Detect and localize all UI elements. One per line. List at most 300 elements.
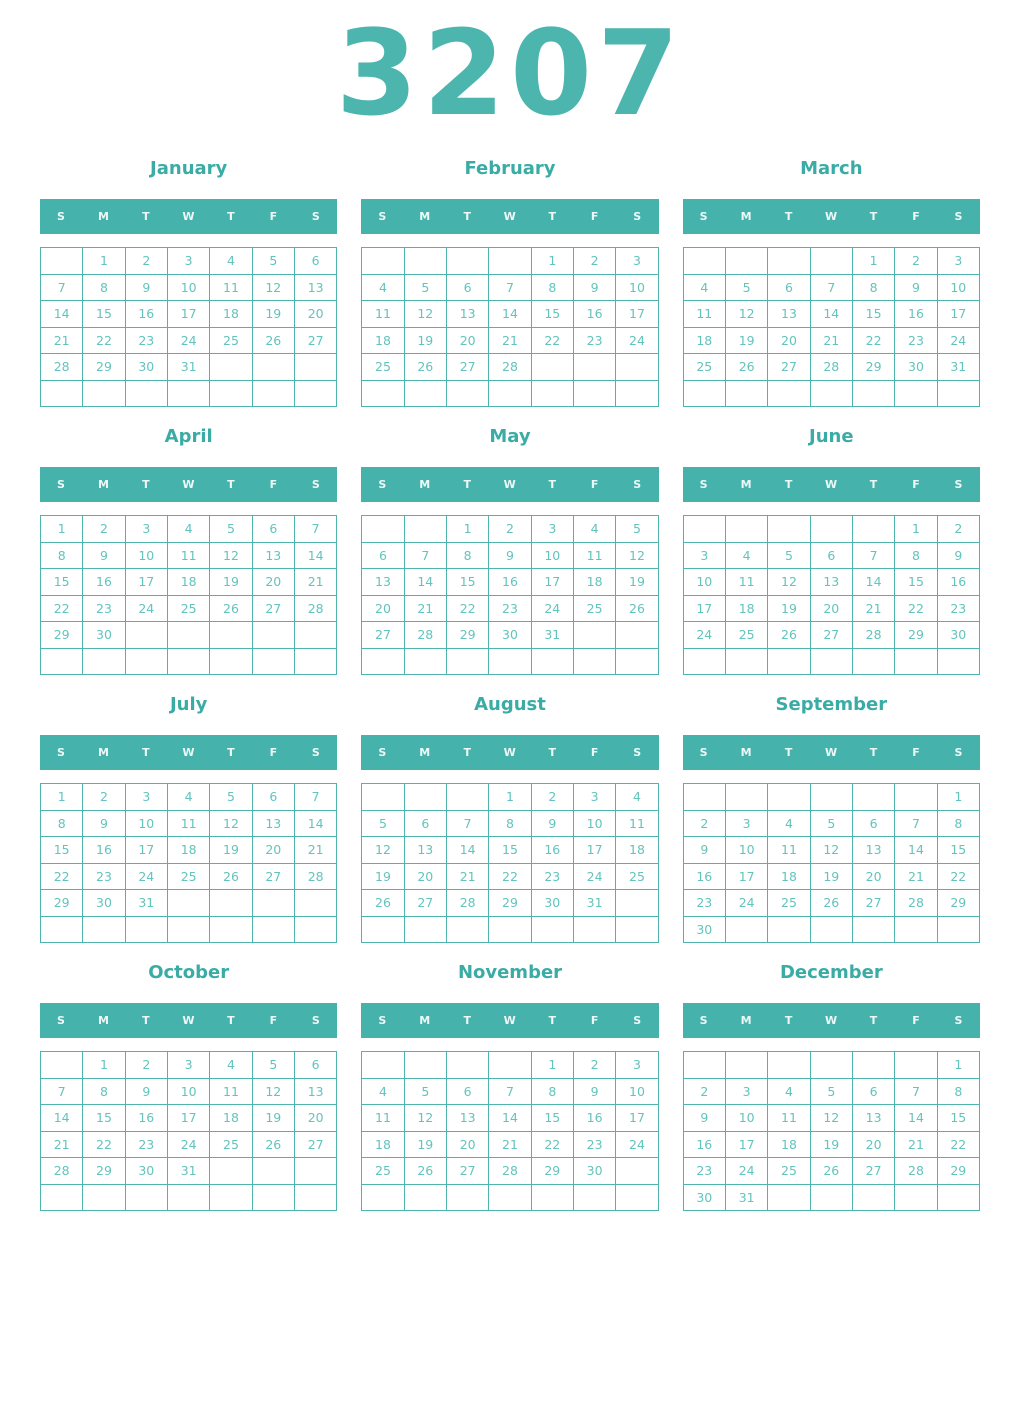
day-cell: 17 (725, 1131, 767, 1158)
empty-day-cell (41, 916, 83, 943)
empty-day-cell (404, 1184, 446, 1211)
day-cell: 2 (125, 1052, 167, 1079)
day-cell: 13 (852, 1105, 894, 1132)
day-cell: 29 (489, 890, 531, 917)
empty-day-cell (616, 648, 658, 675)
empty-day-cell (41, 1184, 83, 1211)
empty-day-cell (294, 380, 336, 407)
calendar-week-row (362, 863, 658, 890)
day-cell: 16 (573, 1105, 615, 1132)
empty-day-cell (852, 916, 894, 943)
empty-day-cell (573, 648, 615, 675)
calendar-week-row (41, 1052, 337, 1079)
empty-day-cell (362, 1184, 404, 1211)
calendar-week-row (41, 516, 337, 543)
day-cell: 18 (210, 301, 252, 328)
day-cell: 25 (683, 354, 725, 381)
empty-day-cell (252, 1158, 294, 1185)
calendar-week-row (362, 1184, 658, 1211)
calendar-week-row (362, 1078, 658, 1105)
day-cell: 10 (167, 1078, 209, 1105)
empty-day-cell (852, 380, 894, 407)
day-cell: 1 (489, 784, 531, 811)
day-cell: 22 (531, 1131, 573, 1158)
day-cell: 24 (616, 327, 658, 354)
day-cell: 3 (616, 1052, 658, 1079)
day-cell: 19 (252, 1105, 294, 1132)
calendar-week-row (41, 1158, 337, 1185)
day-cell: 12 (252, 1078, 294, 1105)
weekday-label: M (97, 210, 110, 223)
calendar-grid (683, 247, 980, 407)
day-cell: 5 (252, 1052, 294, 1079)
day-cell: 3 (725, 810, 767, 837)
day-cell: 24 (937, 327, 979, 354)
day-cell: 5 (768, 542, 810, 569)
day-cell: 18 (768, 1131, 810, 1158)
day-cell: 3 (725, 1078, 767, 1105)
day-cell: 11 (167, 542, 209, 569)
weekday-label: S (311, 1014, 321, 1027)
day-cell: 27 (852, 890, 894, 917)
day-cell: 1 (41, 784, 83, 811)
day-cell: 14 (404, 569, 446, 596)
day-cell: 31 (167, 354, 209, 381)
day-cell: 7 (895, 810, 937, 837)
day-cell: 4 (167, 516, 209, 543)
day-cell: 6 (294, 1052, 336, 1079)
day-cell: 31 (573, 890, 615, 917)
day-cell: 10 (937, 274, 979, 301)
day-cell: 25 (167, 863, 209, 890)
day-cell: 18 (573, 569, 615, 596)
day-cell: 24 (725, 890, 767, 917)
day-cell: 29 (531, 1158, 573, 1185)
empty-day-cell (616, 380, 658, 407)
weekday-header (40, 735, 337, 770)
empty-day-cell (83, 380, 125, 407)
day-cell: 4 (725, 542, 767, 569)
weekday-label: S (954, 1014, 963, 1027)
empty-day-cell (167, 648, 209, 675)
day-cell: 27 (446, 354, 488, 381)
day-cell: 3 (167, 248, 209, 275)
calendar-week-row (362, 327, 658, 354)
empty-day-cell (210, 916, 252, 943)
day-cell: 26 (616, 595, 658, 622)
day-cell: 28 (895, 1158, 937, 1185)
day-cell: 14 (489, 301, 531, 328)
day-cell: 1 (446, 516, 488, 543)
day-cell: 11 (362, 301, 404, 328)
day-cell: 13 (810, 569, 852, 596)
weekday-label: T (227, 746, 236, 759)
empty-day-cell (937, 1184, 979, 1211)
day-cell: 19 (810, 1131, 852, 1158)
month-block (683, 694, 980, 943)
empty-day-cell (616, 890, 658, 917)
day-cell: 6 (252, 784, 294, 811)
day-cell: 20 (446, 327, 488, 354)
day-cell: 7 (41, 1078, 83, 1105)
calendar-week-row (683, 1131, 979, 1158)
day-cell: 7 (489, 1078, 531, 1105)
day-cell: 9 (531, 810, 573, 837)
weekday-label: F (590, 746, 599, 759)
calendar-grid (361, 515, 658, 675)
day-cell: 16 (683, 863, 725, 890)
day-cell: 8 (852, 274, 894, 301)
day-cell: 12 (810, 837, 852, 864)
empty-day-cell (768, 380, 810, 407)
day-cell: 23 (489, 595, 531, 622)
day-cell: 2 (83, 784, 125, 811)
day-cell: 1 (937, 1052, 979, 1079)
weekday-label: S (378, 478, 387, 491)
calendar-grid (683, 515, 980, 675)
weekday-header (361, 467, 658, 502)
day-cell: 4 (768, 1078, 810, 1105)
calendar-week-row (362, 248, 658, 275)
calendar-week-row (683, 916, 979, 943)
day-cell: 22 (895, 595, 937, 622)
calendar-grid (40, 783, 337, 943)
weekday-label: S (954, 210, 963, 223)
empty-day-cell (768, 1052, 810, 1079)
day-cell: 28 (852, 622, 894, 649)
weekday-header (361, 199, 658, 234)
weekday-header (683, 735, 980, 770)
day-cell: 5 (810, 1078, 852, 1105)
empty-day-cell (616, 354, 658, 381)
weekday-label: W (825, 210, 838, 223)
day-cell: 20 (768, 327, 810, 354)
day-cell: 11 (768, 837, 810, 864)
empty-day-cell (125, 916, 167, 943)
day-cell: 5 (810, 810, 852, 837)
day-cell: 15 (937, 837, 979, 864)
day-cell: 12 (768, 569, 810, 596)
day-cell: 29 (83, 1158, 125, 1185)
day-cell: 15 (83, 1105, 125, 1132)
day-cell: 30 (125, 354, 167, 381)
calendar-week-row (41, 595, 337, 622)
calendar-week-row (41, 301, 337, 328)
day-cell: 15 (895, 569, 937, 596)
day-cell: 22 (531, 327, 573, 354)
calendar-week-row (41, 354, 337, 381)
day-cell: 23 (573, 327, 615, 354)
day-cell: 11 (616, 810, 658, 837)
empty-day-cell (404, 516, 446, 543)
empty-day-cell (895, 916, 937, 943)
day-cell: 6 (404, 810, 446, 837)
day-cell: 10 (573, 810, 615, 837)
empty-day-cell (725, 248, 767, 275)
empty-day-cell (210, 648, 252, 675)
day-cell: 7 (852, 542, 894, 569)
empty-day-cell (252, 890, 294, 917)
day-cell: 3 (125, 516, 167, 543)
weekday-label: T (227, 1014, 236, 1027)
empty-day-cell (167, 380, 209, 407)
day-cell: 3 (573, 784, 615, 811)
calendar-week-row (41, 542, 337, 569)
day-cell: 12 (404, 1105, 446, 1132)
day-cell: 17 (125, 837, 167, 864)
weekday-label: W (825, 746, 838, 759)
weekday-label: W (503, 210, 517, 223)
calendar-week-row (683, 516, 979, 543)
day-cell: 11 (167, 810, 209, 837)
calendar-week-row (41, 890, 337, 917)
empty-day-cell (252, 622, 294, 649)
day-cell: 17 (937, 301, 979, 328)
weekday-label: F (912, 1014, 921, 1027)
day-cell: 19 (768, 595, 810, 622)
calendar-week-row (683, 301, 979, 328)
day-cell: 21 (41, 1131, 83, 1158)
empty-day-cell (167, 916, 209, 943)
weekday-label: F (912, 746, 921, 759)
day-cell: 11 (683, 301, 725, 328)
day-cell: 26 (210, 863, 252, 890)
empty-day-cell (768, 516, 810, 543)
day-cell: 20 (294, 301, 336, 328)
day-cell: 11 (725, 569, 767, 596)
calendar-week-row (362, 1105, 658, 1132)
day-cell: 10 (725, 1105, 767, 1132)
day-cell: 21 (41, 327, 83, 354)
day-cell: 31 (125, 890, 167, 917)
empty-day-cell (573, 380, 615, 407)
calendar-week-row (683, 890, 979, 917)
month-block (361, 158, 658, 407)
day-cell: 26 (810, 1158, 852, 1185)
empty-day-cell (446, 916, 488, 943)
day-cell: 14 (852, 569, 894, 596)
weekday-label: S (378, 1014, 387, 1027)
day-cell: 30 (489, 622, 531, 649)
weekday-label: T (548, 478, 557, 491)
day-cell: 6 (446, 274, 488, 301)
weekday-label: T (548, 746, 557, 759)
calendar-week-row (362, 784, 658, 811)
day-cell: 21 (489, 1131, 531, 1158)
day-cell: 12 (362, 837, 404, 864)
day-cell: 13 (252, 810, 294, 837)
day-cell: 26 (252, 1131, 294, 1158)
day-cell: 21 (852, 595, 894, 622)
day-cell: 5 (252, 248, 294, 275)
empty-day-cell (125, 1184, 167, 1211)
day-cell: 30 (937, 622, 979, 649)
calendar-grid (361, 783, 658, 943)
day-cell: 4 (167, 784, 209, 811)
weekday-label: W (182, 210, 195, 223)
day-cell: 19 (362, 863, 404, 890)
empty-day-cell (852, 648, 894, 675)
empty-day-cell (210, 1184, 252, 1211)
weekday-label: S (57, 478, 66, 491)
day-cell: 20 (252, 837, 294, 864)
day-cell: 2 (683, 810, 725, 837)
calendar-week-row (41, 1105, 337, 1132)
month-title: February (464, 158, 556, 179)
day-cell: 8 (446, 542, 488, 569)
day-cell: 20 (852, 1131, 894, 1158)
calendar-week-row (683, 810, 979, 837)
day-cell: 7 (404, 542, 446, 569)
empty-day-cell (210, 890, 252, 917)
day-cell: 23 (573, 1131, 615, 1158)
calendar-grid (40, 1051, 337, 1211)
day-cell: 8 (531, 1078, 573, 1105)
empty-day-cell (446, 248, 488, 275)
weekday-label: T (142, 746, 151, 759)
day-cell: 27 (446, 1158, 488, 1185)
day-cell: 21 (294, 569, 336, 596)
weekday-label: S (57, 746, 66, 759)
day-cell: 18 (210, 1105, 252, 1132)
day-cell: 24 (125, 595, 167, 622)
empty-day-cell (252, 916, 294, 943)
calendar-week-row (41, 569, 337, 596)
day-cell: 22 (852, 327, 894, 354)
day-cell: 21 (489, 327, 531, 354)
empty-day-cell (294, 622, 336, 649)
weekday-label: M (97, 1014, 110, 1027)
day-cell: 18 (362, 327, 404, 354)
day-cell: 5 (404, 1078, 446, 1105)
empty-day-cell (404, 1052, 446, 1079)
day-cell: 18 (167, 569, 209, 596)
day-cell: 27 (294, 327, 336, 354)
day-cell: 23 (895, 327, 937, 354)
empty-day-cell (362, 784, 404, 811)
day-cell: 30 (573, 1158, 615, 1185)
weekday-label: T (784, 746, 793, 759)
day-cell: 6 (252, 516, 294, 543)
calendar-week-row (683, 380, 979, 407)
empty-day-cell (404, 784, 446, 811)
day-cell: 26 (810, 890, 852, 917)
calendar-grid (683, 783, 980, 943)
calendar-week-row (362, 1131, 658, 1158)
day-cell: 28 (446, 890, 488, 917)
day-cell: 20 (294, 1105, 336, 1132)
day-cell: 23 (83, 595, 125, 622)
day-cell: 30 (895, 354, 937, 381)
day-cell: 28 (41, 1158, 83, 1185)
day-cell: 7 (895, 1078, 937, 1105)
calendar-week-row (362, 1052, 658, 1079)
empty-day-cell (83, 916, 125, 943)
day-cell: 29 (895, 622, 937, 649)
day-cell: 1 (895, 516, 937, 543)
calendar-grid (683, 1051, 980, 1211)
day-cell: 18 (362, 1131, 404, 1158)
day-cell: 16 (531, 837, 573, 864)
day-cell: 22 (489, 863, 531, 890)
empty-day-cell (489, 1052, 531, 1079)
day-cell: 18 (768, 863, 810, 890)
month-title: June (809, 426, 854, 447)
day-cell: 24 (616, 1131, 658, 1158)
weekday-label: T (142, 478, 151, 491)
empty-day-cell (294, 890, 336, 917)
day-cell: 3 (531, 516, 573, 543)
day-cell: 16 (683, 1131, 725, 1158)
weekday-label: T (869, 210, 878, 223)
day-cell: 30 (683, 916, 725, 943)
weekday-label: T (869, 1014, 878, 1027)
day-cell: 3 (125, 784, 167, 811)
calendar-week-row (683, 863, 979, 890)
day-cell: 29 (937, 890, 979, 917)
calendar-week-row (683, 837, 979, 864)
day-cell: 25 (210, 327, 252, 354)
weekday-label: M (740, 478, 753, 491)
weekday-header (361, 735, 658, 770)
day-cell: 28 (294, 595, 336, 622)
day-cell: 3 (167, 1052, 209, 1079)
weekday-label: M (97, 478, 110, 491)
day-cell: 15 (531, 1105, 573, 1132)
empty-day-cell (489, 916, 531, 943)
day-cell: 29 (41, 622, 83, 649)
month-block (40, 158, 337, 407)
day-cell: 1 (852, 248, 894, 275)
day-cell: 9 (489, 542, 531, 569)
day-cell: 16 (573, 301, 615, 328)
calendar-week-row (683, 1078, 979, 1105)
calendar-week-row (41, 863, 337, 890)
day-cell: 24 (167, 327, 209, 354)
weekday-label: S (378, 210, 387, 223)
day-cell: 14 (489, 1105, 531, 1132)
empty-day-cell (362, 1052, 404, 1079)
month-block (361, 694, 658, 943)
calendar-week-row (683, 1184, 979, 1211)
weekday-label: T (869, 478, 878, 491)
day-cell: 13 (768, 301, 810, 328)
day-cell: 9 (83, 810, 125, 837)
empty-day-cell (294, 1184, 336, 1211)
day-cell: 27 (852, 1158, 894, 1185)
day-cell: 3 (616, 248, 658, 275)
weekday-label: M (740, 746, 753, 759)
calendar-week-row (683, 784, 979, 811)
day-cell: 21 (895, 863, 937, 890)
calendar-week-row (41, 916, 337, 943)
weekday-label: W (182, 746, 195, 759)
empty-day-cell (725, 648, 767, 675)
weekday-label: T (548, 1014, 557, 1027)
day-cell: 22 (446, 595, 488, 622)
calendar-week-row (683, 1105, 979, 1132)
day-cell: 17 (616, 1105, 658, 1132)
day-cell: 17 (616, 301, 658, 328)
day-cell: 17 (683, 595, 725, 622)
weekday-label: S (633, 746, 642, 759)
weekday-label: S (633, 1014, 642, 1027)
day-cell: 15 (83, 301, 125, 328)
calendar-week-row (362, 274, 658, 301)
day-cell: 6 (852, 1078, 894, 1105)
day-cell: 23 (83, 863, 125, 890)
empty-day-cell (810, 248, 852, 275)
